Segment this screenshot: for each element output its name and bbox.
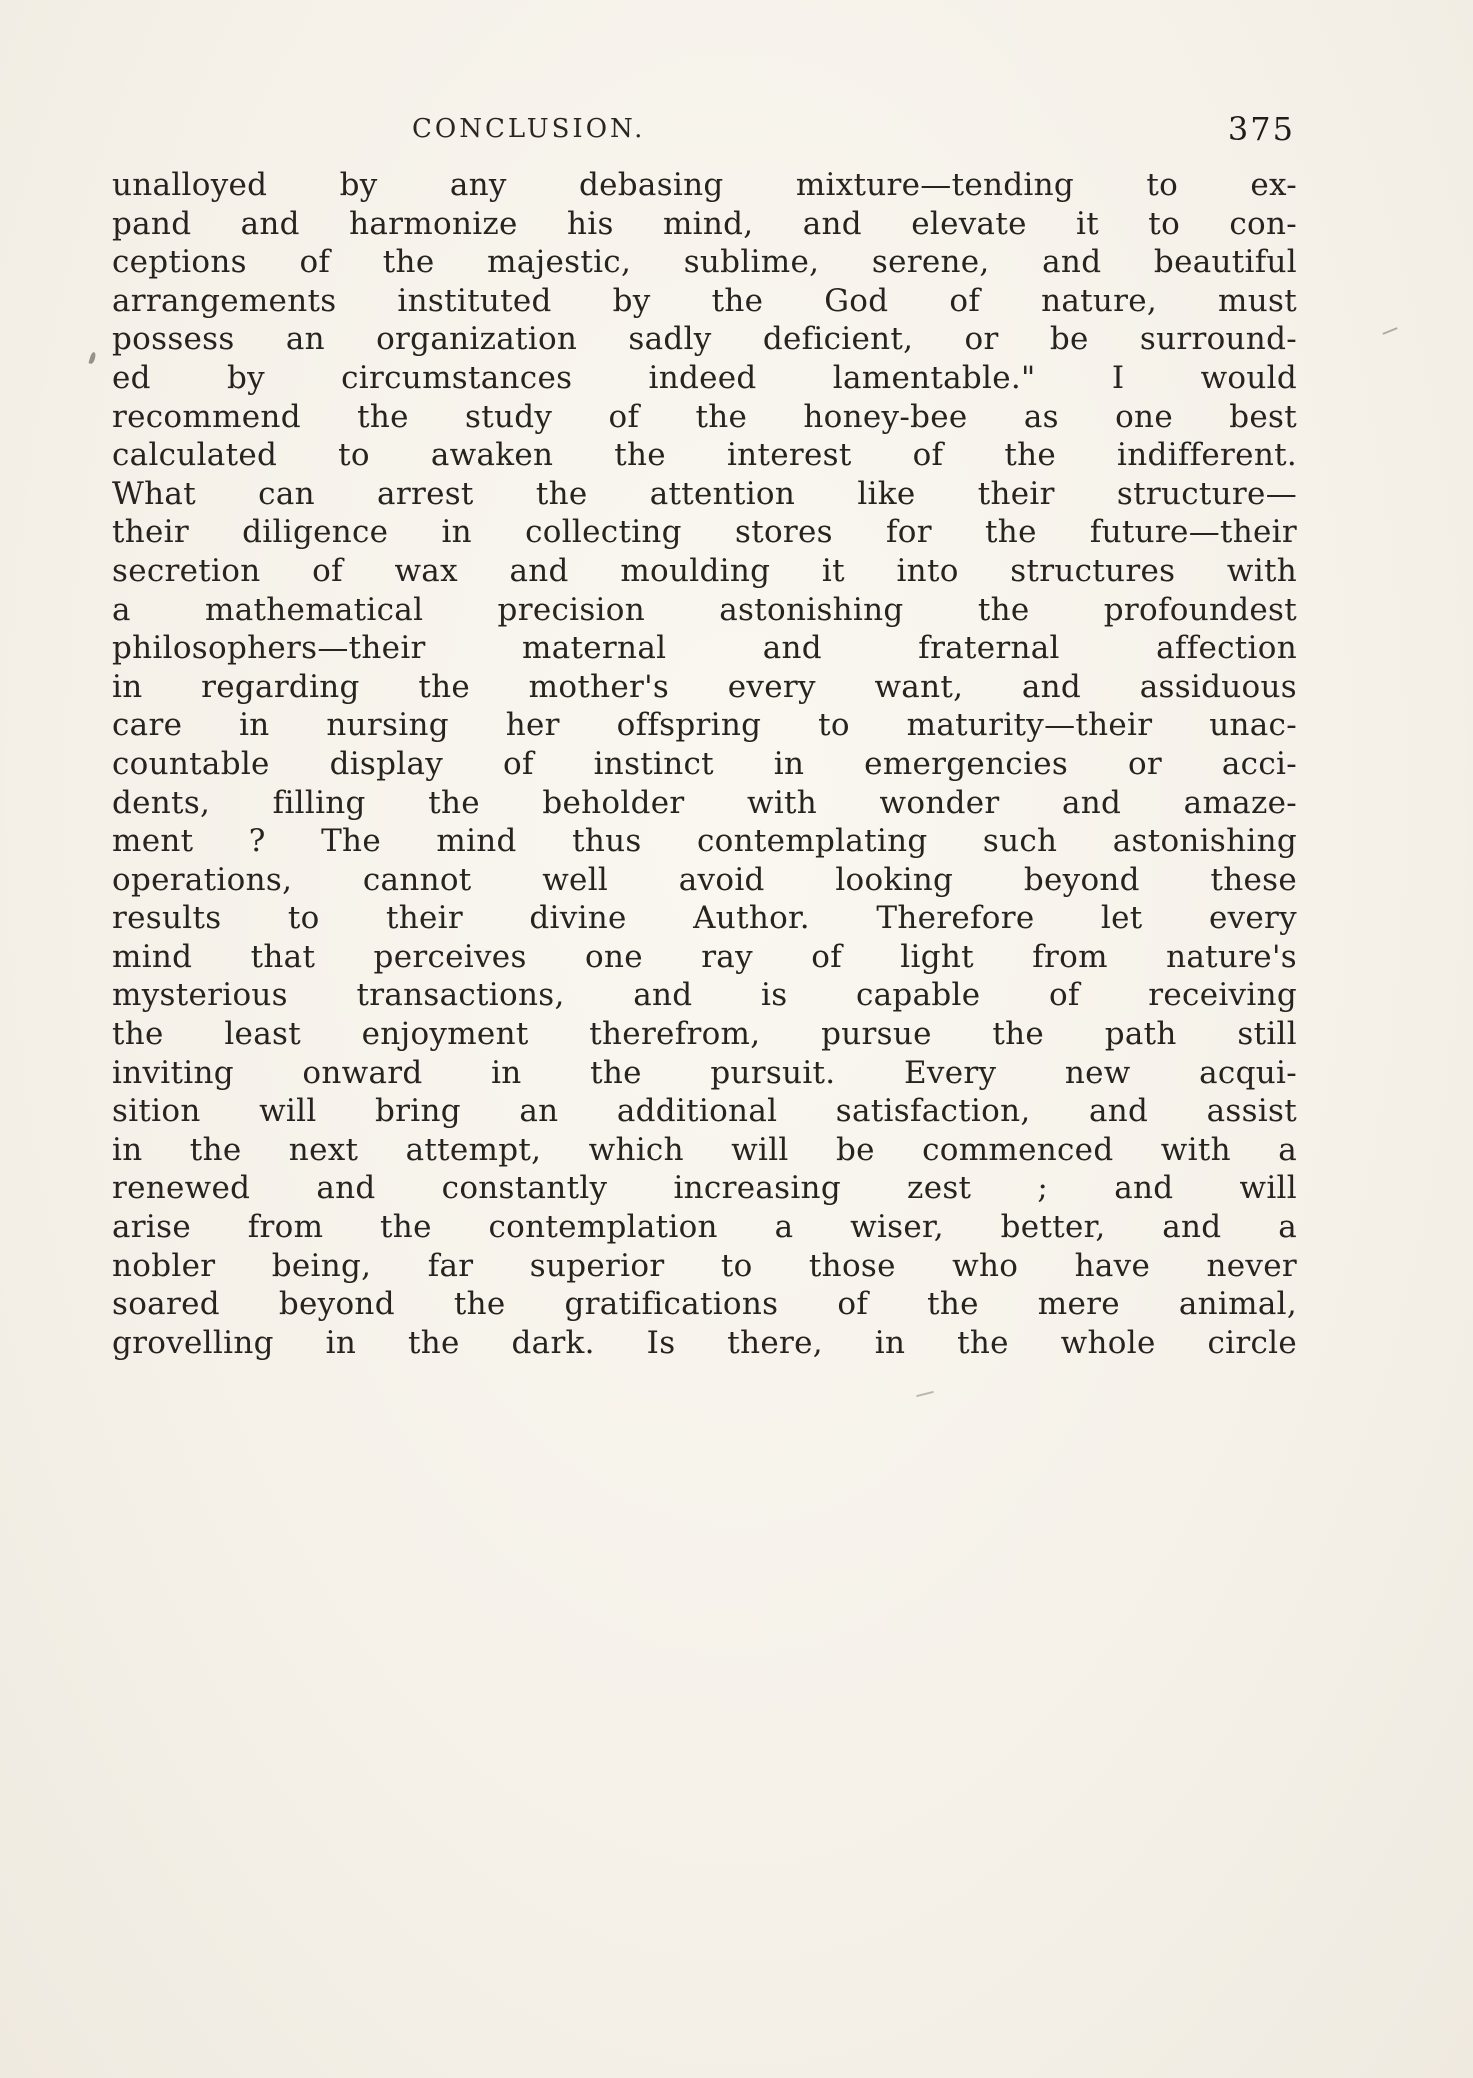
text-line: care in nursing her offspring to maturity—their unac-: [112, 707, 1297, 744]
text-line: secretion of wax and moulding it into structures with: [112, 552, 1297, 589]
ink-speck: [916, 1391, 934, 1397]
text-line: philosophers—their maternal and fraternal affection: [112, 630, 1297, 667]
text-line: mind that perceives one ray of light from nature's: [112, 938, 1297, 975]
text-line: nobler being, far superior to those who have never: [112, 1247, 1297, 1284]
text-line: unalloyed by any debasing mixture—tending to ex-: [112, 167, 1297, 203]
text-line: recommend the study of the honey-bee as one best: [112, 398, 1297, 435]
page-number: 375: [1227, 110, 1295, 148]
text-line: ceptions of the majestic, sublime, serene, and beautiful: [112, 244, 1297, 281]
body-text: [112, 166, 1297, 1362]
page-header: [112, 110, 1297, 154]
text-line: arrangements instituted by the God of nature, must: [112, 282, 1297, 319]
text-line: in regarding the mother's every want, and assiduous: [112, 668, 1297, 705]
text-line: results to their divine Author. Therefore let every: [112, 900, 1297, 937]
text-line: inviting onward in the pursuit. Every new acqui-: [112, 1054, 1297, 1091]
running-title: CONCLUSION.: [412, 114, 646, 144]
text-line: renewed and constantly increasing zest ; and will: [112, 1170, 1297, 1207]
ink-speck: [1382, 327, 1398, 335]
ink-speck: [88, 352, 96, 365]
text-line: possess an organization sadly deficient, or be surround-: [112, 321, 1297, 358]
text-line: their diligence in collecting stores for the future—their: [112, 514, 1297, 551]
text-line: a mathematical precision astonishing the profoundest: [112, 591, 1297, 628]
text-line: countable display of instinct in emergencies or acci-: [112, 745, 1297, 782]
text-line: mysterious transactions, and is capable of receiving: [112, 977, 1297, 1014]
text-line: operations, cannot well avoid looking beyond these: [112, 861, 1297, 898]
text-line: pand and harmonize his mind, and elevate it to con-: [112, 205, 1297, 242]
text-line: ment ? The mind thus contemplating such astonishing: [112, 823, 1297, 860]
text-line: the least enjoyment therefrom, pursue the path still: [112, 1016, 1297, 1053]
text-line: grovelling in the dark. Is there, in the whole circle: [112, 1324, 1297, 1361]
text-line: dents, filling the beholder with wonder and amaze-: [112, 784, 1297, 821]
text-line: soared beyond the gratifications of the mere animal,: [112, 1286, 1297, 1323]
text-line: arise from the contemplation a wiser, better, and a: [112, 1209, 1297, 1246]
text-line: calculated to awaken the interest of the indifferent.: [112, 437, 1297, 474]
text-line: ed by circumstances indeed lamentable." I would: [112, 359, 1297, 396]
text-line: in the next attempt, which will be commenced with a: [112, 1131, 1297, 1168]
text-line: sition will bring an additional satisfaction, and assist: [112, 1093, 1297, 1130]
text-line: What can arrest the attention like their structure—: [112, 475, 1297, 512]
